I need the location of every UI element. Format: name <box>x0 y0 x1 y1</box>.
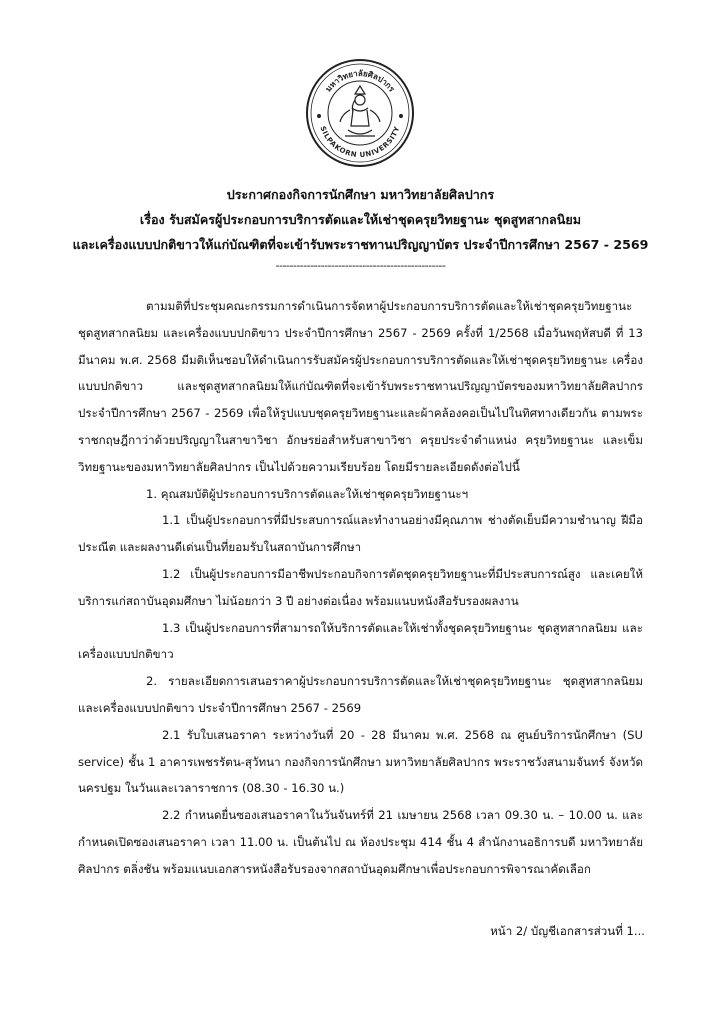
section-1-3: 1.3 เป็นผู้ประกอบการที่สามารถให้บริการตัดและให้เช่าทั้งชุดครุยวิทยฐานะ ชุดสูทสากลนิยม และเครื่องแบบปกติขาว <box>78 620 643 662</box>
page-continuation-note: หน้า 2/ บัญชีเอกสารส่วนที่ 1... <box>490 924 645 938</box>
section-1-2: 1.2 เป็นผู้ประกอบการมีอาชีพประกอบกิจการตัดชุดครุยวิทยฐานะที่มีประสบการณ์สูง และเคยให้บริการแก่สถาบันอุดมศึกษา ไม่น้อยกว่า 3 ปี อย่างต่อเนื่อง พร้อมแนบหนังสือรับรองผลงาน <box>78 566 643 608</box>
announcement-subject: เรื่อง รับสมัครผู้ประกอบการบริการตัดและให้เช่าชุดครุยวิทยฐานะ ชุดสูทสากลนิยม <box>139 212 582 227</box>
announcement-subject-cont: และเครื่องแบบปกติขาวให้แก่บัณฑิตที่จะเข้ารับพระราชทานปริญญาบัตร ประจำปีการศึกษา 2567 - 2569 <box>72 237 649 252</box>
intro-paragraph: ตามมติที่ประชุมคณะกรรมการดำเนินการจัดหาผู้ประกอบการบริการตัดและให้เช่าชุดครุยวิทยฐานะ ชุดสูทสากลนิยม และเครื่องแบบปกติขาว ประจำปีการศึกษา 2567 - 2569 ครั้งที่ 1/2568 เมื่อวันพฤหัสบดี ที่ 13 มีนาคม พ.ศ. 2568 มีมติเห็นชอบให้ดำเนินการรับสมัครผู้ประกอบการบริการตัดและให้เช่าชุดครุยวิทยฐานะ เครื่องแบบปกติขาว และชุดสูทสากลนิยมให้แก่บัณฑิตที่จะเข้ารับพระราชทานปริญญาบัตรของมหาวิทยาลัยศิลปากร ประจำปีการศึกษา 2567 - 2569 เพื่อให้รูปแบบชุดครุยวิทยฐานะและผ้าคล้องคอเป็นไปในทิศทางเดียวกัน ตามพระราชกฤษฎีกาว่าด้วยปริญญาในสาขาวิชา อักษรย่อสำหรับสาขาวิชา ครุยประจำตำแหน่ง ครุยวิทยฐานะ และเข็มวิทยฐานะของมหาวิทยาลัยศิลปากร เป็นไปด้วยความเรียบร้อย โดยมีรายละเอียดดังต่อไปนี้ <box>78 299 643 474</box>
seal-emblem-icon <box>305 58 415 168</box>
announcement-body <box>78 293 643 883</box>
university-seal <box>305 58 415 168</box>
section-1-1: 1.1 เป็นผู้ประกอบการที่มีประสบการณ์และทำงานอย่างมีคุณภาพ ช่างตัดเย็บมีความชำนาญ ฝีมือประณีต และผลงานดีเด่นเป็นที่ยอมรับในสถาบันการศึกษา <box>78 513 643 555</box>
section-2-heading: 2. รายละเอียดการเสนอราคาผู้ประกอบการบริการตัดและให้เช่าชุดครุยวิทยฐานะ ชุดสูทสากลนิยม และเครื่องแบบปกติขาว ประจำปีการศึกษา 2567 - 2569 <box>78 674 643 715</box>
section-2-2: 2.2 กำหนดยื่นซองเสนอราคาในวันจันทร์ที่ 21 เมษายน 2568 เวลา 09.30 น. – 10.00 น. และกำหนดเปิดซองเสนอราคา เวลา 11.00 น. เป็นต้นไป ณ ห้องประชุม 414 ชั้น 4 สำนักงานอธิการบดี มหาวิทยาลัยศิลปากร ตลิ่งชัน พร้อมแนบเอกสารหนังสือรับรองจากสถาบันอุดมศึกษาเพื่อประกอบการพิจารณาคัดเลือก <box>78 808 643 876</box>
header-separator: ------------------------------------------------- <box>275 259 446 272</box>
seal-top-text: มหาวิทยาลัยศิลปากร <box>323 68 397 94</box>
announcement-title: ประกาศกองกิจการนักศึกษา มหาวิทยาลัยศิลปากร <box>226 187 495 202</box>
svg-text:SILPAKORN UNIVERSITY <box>319 125 402 159</box>
seal-bottom-text: SILPAKORN UNIVERSITY <box>318 125 402 160</box>
section-2-1: 2.1 รับใบเสนอราคา ระหว่างวันที่ 20 - 28 มีนาคม พ.ศ. 2568 ณ ศูนย์บริการนักศึกษา (SU service) ชั้น 1 อาคารเพชรรัตน-สุวัทนา กองกิจการนักศึกษา มหาวิทยาลัยศิลปากร พระราชวังสนามจันทร์ จังหวัดนครปฐม ในวันและเวลาราชการ (08.30 - 16.30 น.) <box>78 727 643 796</box>
section-1-heading: 1. คุณสมบัติผู้ประกอบการบริการตัดและให้เช่าชุดครุยวิทยฐานะฯ <box>146 486 469 501</box>
svg-text:มหาวิทยาลัยศิลปากร <box>324 69 397 94</box>
announcement-header <box>40 182 681 275</box>
